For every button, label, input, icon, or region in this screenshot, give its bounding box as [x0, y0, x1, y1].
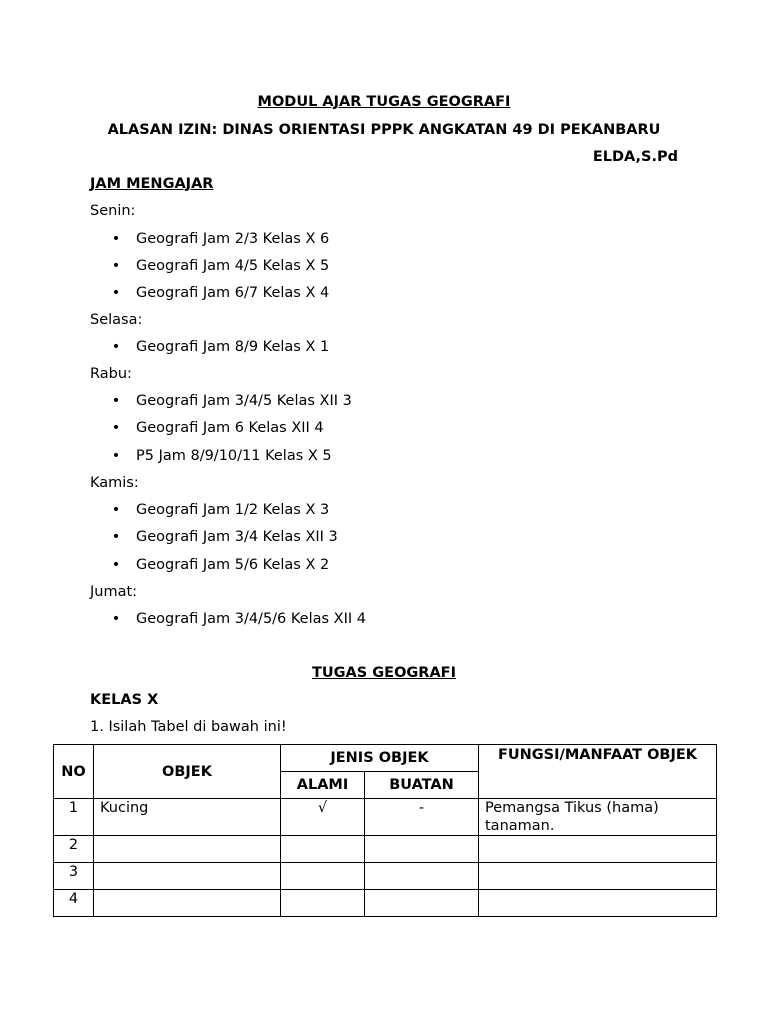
table-row — [54, 836, 717, 863]
day-label-rabu: Rabu: — [90, 366, 132, 382]
day-label-senin: Senin: — [90, 203, 136, 219]
cell-no: 3 — [54, 863, 94, 890]
cell-no: 4 — [54, 890, 94, 917]
schedule-item-text: Geografi Jam 4/5 Kelas X 5 — [136, 258, 330, 274]
class-heading: KELAS X — [90, 692, 159, 708]
bullet-icon: • — [111, 557, 121, 573]
table-row — [54, 890, 717, 917]
header-alami: ALAMI — [281, 772, 365, 799]
day-label-selasa: Selasa: — [90, 312, 143, 328]
header-jenis-objek: JENIS OBJEK — [281, 745, 479, 772]
cell-fungsi — [479, 890, 717, 917]
day-label-kamis: Kamis: — [90, 475, 139, 491]
cell-alami — [281, 863, 365, 890]
table-header-row — [54, 745, 717, 772]
header-no: NO — [54, 745, 94, 799]
schedule-item-text: Geografi Jam 3/4 Kelas XII 3 — [136, 529, 338, 545]
header-fungsi: FUNGSI/MANFAAT OBJEK — [479, 745, 717, 799]
header-buatan: BUATAN — [365, 772, 479, 799]
bullet-icon: • — [111, 420, 121, 436]
leave-reason: ALASAN IZIN: DINAS ORIENTASI PPPK ANGKATAN 49 DI PEKANBARU — [107, 122, 661, 138]
schedule-item-text: Geografi Jam 6/7 Kelas X 4 — [136, 285, 330, 301]
cell-objek — [94, 836, 281, 863]
bullet-icon: • — [111, 231, 121, 247]
cell-fungsi: Pemangsa Tikus (hama) tanaman. — [479, 799, 717, 836]
cell-no: 2 — [54, 836, 94, 863]
table-row — [54, 863, 717, 890]
bullet-icon: • — [111, 502, 121, 518]
cell-fungsi — [479, 836, 717, 863]
schedule-heading: JAM MENGAJAR — [90, 176, 214, 192]
cell-objek: Kucing — [94, 799, 281, 836]
schedule-item-text: Geografi Jam 3/4/5 Kelas XII 3 — [136, 393, 352, 409]
cell-alami — [281, 890, 365, 917]
bullet-icon: • — [111, 393, 121, 409]
cell-alami — [281, 836, 365, 863]
cell-buatan — [365, 863, 479, 890]
cell-buatan — [365, 890, 479, 917]
schedule-item-text: Geografi Jam 5/6 Kelas X 2 — [136, 557, 330, 573]
bullet-icon: • — [111, 285, 121, 301]
schedule-item-text: Geografi Jam 2/3 Kelas X 6 — [136, 231, 330, 247]
document-title: MODUL AJAR TUGAS GEOGRAFI — [257, 94, 511, 110]
cell-no: 1 — [54, 799, 94, 836]
bullet-icon: • — [111, 339, 121, 355]
cell-buatan — [365, 836, 479, 863]
table-row — [54, 799, 717, 836]
cell-objek — [94, 890, 281, 917]
schedule-item-text: Geografi Jam 1/2 Kelas X 3 — [136, 502, 330, 518]
task-title: TUGAS GEOGRAFI — [311, 665, 456, 681]
bullet-icon: • — [111, 448, 121, 464]
schedule-item-text: Geografi Jam 6 Kelas XII 4 — [136, 420, 324, 436]
bullet-icon: • — [111, 529, 121, 545]
bullet-icon: • — [111, 258, 121, 274]
task-instruction: 1. Isilah Tabel di bawah ini! — [90, 719, 287, 735]
header-objek: OBJEK — [94, 745, 281, 799]
bullet-icon: • — [111, 611, 121, 627]
object-table — [53, 744, 717, 917]
cell-buatan: - — [365, 799, 479, 836]
cell-fungsi — [479, 863, 717, 890]
schedule-item-text: Geografi Jam 8/9 Kelas X 1 — [136, 339, 330, 355]
schedule-item-text: Geografi Jam 3/4/5/6 Kelas XII 4 — [136, 611, 366, 627]
day-label-jumat: Jumat: — [90, 584, 138, 600]
author-name: ELDA,S.Pd — [592, 149, 678, 165]
schedule-item-text: P5 Jam 8/9/10/11 Kelas X 5 — [136, 448, 332, 464]
cell-alami: √ — [281, 799, 365, 836]
cell-objek — [94, 863, 281, 890]
